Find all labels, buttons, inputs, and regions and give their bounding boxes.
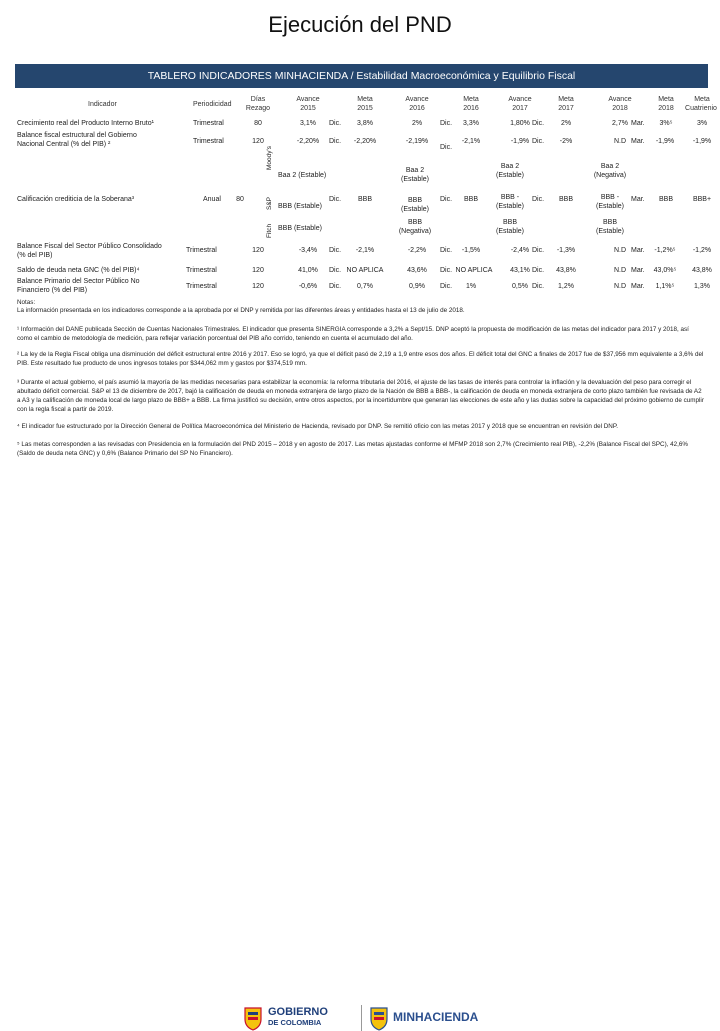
page-title: Ejecución del PND (268, 12, 452, 37)
header-avance-2015: Avance (296, 96, 320, 103)
cell-sp-2018: BBB - (600, 194, 620, 201)
header-indicador: Indicador (88, 101, 117, 108)
cell-meta-2017: 43,8% (556, 267, 576, 274)
cell-sp-2018-outlook: (Estable) (595, 203, 624, 210)
cell-fitch-2017-outlook: (Estable) (495, 228, 524, 235)
cell-period-2017: Dic. (532, 247, 545, 254)
header-meta-2018-year: 2018 (658, 105, 674, 112)
cell-period-2018: Mar. (631, 283, 645, 290)
cell-periodicidad: Trimestral (186, 283, 217, 290)
cell-sp-2016: BBB (407, 197, 422, 204)
cell-avance-2015: -0,6% (298, 283, 318, 290)
cell-period-2018: Mar. (631, 120, 645, 127)
row-name-2: Financiero (% del PIB) (17, 287, 88, 294)
cell-avance-2016: -2,2% (407, 247, 427, 254)
row-name: Saldo de deuda neta GNC (% del PIB)⁴ (17, 267, 140, 274)
notes-intro: La información presentada en los indicadores corresponde a la aprobada por el DNP y remitida por las diferentes áreas y entidades hasta el 13 de julio de 2018. (17, 307, 465, 314)
cell-avance-2017: -1,9% (510, 138, 530, 145)
cell-sp-meta-2018: BBB (658, 196, 673, 203)
cell-period-2017: Dic. (532, 267, 545, 274)
cell-sp-meta-2015: BBB (357, 196, 372, 203)
cell-avance-2018: N.D (613, 138, 627, 145)
cell-avance-2015: -2,20% (296, 138, 320, 145)
cell-avance-2016: 0,9% (409, 283, 425, 290)
note-3: ³ Durante el actual gobierno, el país asumió la mayoría de las medidas necesarias para estabilizar la economía: la reforma tributaria del 2016, el ajuste de las tasas de interés para controlar la inflación y la devaluación del peso para corregir el abultado déficit comercial. S&P el 13 de diciembre de 2017, bajó la calificación de deuda en moneda extranjera de largo plazo de la Nación de BBB a BBB-, la calificación de deuda en moneda extranjera de corto plazo también fue revisada de A2 a A3 y la calificación de moneda local de largo plazo de BBB+ a BBB. La firma justificó su decisión, entre otros aspectos, por la incertidumbre que generan las elecciones de este año y las dudas sobre la capacidad del próximo gobierno de cumplir con la regla fiscal a partir de 2019. (17, 379, 704, 413)
cell-avance-2015: 41,0% (298, 267, 318, 274)
gobierno-text: GOBIERNO (268, 1006, 328, 1018)
header-meta-2016: Meta (463, 96, 479, 103)
cell-rezago: 80 (236, 196, 244, 203)
header-meta-cuatrienio: Meta (694, 96, 710, 103)
cell-meta-2018: -1,9% (655, 138, 675, 145)
cell-sp-period-2016: Dic. (440, 196, 453, 203)
cell-sp-period-2017: Dic. (532, 196, 545, 203)
cell-rezago: 120 (252, 267, 264, 274)
cell-meta-2018: 1,1%⁵ (655, 283, 675, 290)
colombia-crest-icon (243, 1005, 263, 1031)
header-rezago: Rezago (245, 105, 271, 112)
header-avance-2017: Avance (508, 96, 532, 103)
cell-sp-2015: BBB (Estable) (278, 203, 322, 210)
header-meta-cuatrienio-2: Cuatrienio (685, 105, 717, 112)
cell-period-2015: Dic. (329, 138, 342, 145)
cell-rezago: 120 (252, 138, 264, 145)
dashboard-banner: TABLERO INDICADORES MINHACIENDA / Estabilidad Macroeconómica y Equilibrio Fiscal (15, 64, 708, 88)
header-avance-2018-year: 2018 (612, 105, 628, 112)
cell-fitch-2018: BBB (602, 219, 617, 226)
header-meta-2017: Meta (558, 96, 574, 103)
cell-fitch-2015: BBB (Estable) (278, 225, 322, 232)
cell-periodicidad: Trimestral (193, 138, 224, 145)
cell-period-2016: Dic. (440, 144, 453, 151)
cell-meta-cuatrienio: 43,8% (692, 267, 712, 274)
header-meta-2017-year: 2017 (558, 105, 574, 112)
cell-meta-cuatrienio: 1,3% (694, 283, 710, 290)
note-2: ² La ley de la Regla Fiscal obliga una disminución del déficit estructural entre 2016 y 2017. Eso se logró, ya que el déficit pasó de 2,19 a 1,9 entre esos dos años. El déficit total del GNC a finales de 2017 fue de $37,956 mm equivalente a 3,6% del PIB. Este resultado fue producto de unos ingresos totales por $344,062 mm y gastos por $374,519 mm. (17, 351, 704, 367)
cell-avance-2018: N.D (613, 283, 627, 290)
row-name: Balance Primario del Sector Público No (17, 278, 140, 285)
cell-period-2015: Dic. (329, 247, 342, 254)
row-name-2: Nacional Central (% del PIB) ² (17, 141, 111, 148)
cell-meta-2015: 3,8% (357, 120, 373, 127)
cell-periodicidad: Trimestral (186, 247, 217, 254)
cell-moodys-2016: Baa 2 (405, 167, 425, 174)
cell-sp-2017-outlook: (Estable) (495, 203, 524, 210)
cell-rezago: 120 (252, 247, 264, 254)
cell-sp-period-2018: Mar. (631, 196, 645, 203)
cell-fitch-2018-outlook: (Estable) (595, 228, 624, 235)
cell-sp-period-2015: Dic. (329, 196, 342, 203)
notes-label: Notas: (17, 299, 36, 306)
cell-moodys-2017: Baa 2 (500, 163, 520, 170)
footer-divider (361, 1005, 362, 1031)
note-5: ⁵ Las metas corresponden a las revisadas con Presidencia en la formulación del PND 2015 – 2018 y en agosto de 2017. Las metas ajustadas conforme el MFMP 2018 son 2,7% (Crecimiento real PIB), -2,2% (Balance Fiscal del SPC), 42,6% (Saldo de deuda neta GNC) y 0,6% (Balance Primario del SP No Financiero). (17, 441, 689, 457)
cell-moodys-2017-outlook: (Estable) (495, 172, 524, 179)
cell-period-2018: Mar. (631, 267, 645, 274)
cell-avance-2018: 2,7% (612, 120, 628, 127)
cell-sp-2017: BBB - (500, 194, 520, 201)
cell-meta-2016: -2,1% (461, 138, 481, 145)
row-name: Crecimiento real del Producto Interno Bruto¹ (17, 120, 154, 127)
header-avance-2015-year: 2015 (300, 105, 316, 112)
cell-period-2015: Dic. (329, 283, 342, 290)
cell-period-2017: Dic. (532, 283, 545, 290)
minhacienda-crest-icon (369, 1005, 389, 1031)
cell-avance-2017: -2,4% (510, 247, 530, 254)
header-avance-2016-year: 2016 (409, 105, 425, 112)
cell-moodys-2016-outlook: (Estable) (400, 176, 429, 183)
cell-period-2016: Dic. (440, 247, 453, 254)
cell-sp-meta-cuatrienio: BBB+ (692, 196, 712, 203)
cell-sp-2016-outlook: (Estable) (400, 206, 429, 213)
cell-meta-2016: 1% (465, 283, 477, 290)
cell-meta-2015: 0,7% (357, 283, 373, 290)
row-name: Calificación crediticia de la Soberana³ (17, 196, 135, 203)
cell-meta-2018: -1,2%⁵ (654, 247, 676, 254)
cell-meta-2015: NO APLICA (346, 267, 384, 274)
cell-period-2016: Dic. (440, 267, 453, 274)
header-avance-2018: Avance (608, 96, 632, 103)
header-avance-2017-year: 2017 (512, 105, 528, 112)
cell-meta-2017: -2% (559, 138, 573, 145)
row-name: Balance fiscal estructural del Gobierno (17, 132, 137, 139)
cell-rezago: 120 (252, 283, 264, 290)
cell-meta-2016: -1,5% (461, 247, 481, 254)
cell-meta-2017: 2% (560, 120, 572, 127)
note-1: ¹ Información del DANE publicada Sección de Cuentas Nacionales Trimestrales. El indicador que presenta SINERGIA corresponde a 3,2% a Sept/15. DNP aceptó la propuesta de modificación de las metas del indicador para 2017 y 2018, así como el cambio de metodología de medición, para reflejar variación porcentual del PIB año corrido, teniendo en cuenta el acumulado del año. (17, 326, 689, 342)
cell-period-2015: Dic. (329, 120, 342, 127)
row-name: Balance Fiscal del Sector Público Consolidado (17, 243, 162, 250)
cell-avance-2017: 1,80% (510, 120, 530, 127)
minhacienda-text: MINHACIENDA (393, 1010, 479, 1024)
header-meta-2015-year: 2015 (357, 105, 373, 112)
cell-avance-2016: -2,19% (405, 138, 429, 145)
cell-period-2015: Dic. (329, 267, 342, 274)
cell-meta-cuatrienio: 3% (696, 120, 708, 127)
cell-meta-cuatrienio: -1,2% (692, 247, 712, 254)
cell-meta-2016: 3,3% (463, 120, 479, 127)
cell-moodys-2018: Baa 2 (600, 163, 620, 170)
header-avance-2016: Avance (405, 96, 429, 103)
cell-meta-2016: NO APLICA (455, 267, 493, 274)
cell-meta-2018: 3%⁵ (659, 120, 673, 127)
cell-avance-2018: N.D (613, 267, 627, 274)
agency-sp-label: S&P (266, 196, 273, 210)
de-colombia-text: DE COLOMBIA (268, 1018, 322, 1027)
cell-avance-2017: 43,1% (510, 267, 530, 274)
header-meta-2016-year: 2016 (463, 105, 479, 112)
row-name-2: (% del PIB) (17, 252, 53, 259)
cell-fitch-2016: BBB (407, 219, 422, 226)
cell-meta-2018: 43,0%⁵ (653, 267, 677, 274)
cell-meta-2015: -2,20% (353, 138, 377, 145)
cell-meta-cuatrienio: -1,9% (692, 138, 712, 145)
cell-period-2016: Dic. (440, 120, 453, 127)
cell-rezago: 80 (254, 120, 262, 127)
cell-fitch-2016-outlook: (Negativa) (398, 228, 432, 235)
cell-meta-2017: -1,3% (556, 247, 576, 254)
cell-periodicidad: Trimestral (186, 267, 217, 274)
header-meta-2015: Meta (357, 96, 373, 103)
cell-periodicidad: Anual (203, 196, 221, 203)
cell-sp-meta-2016: BBB (463, 196, 478, 203)
cell-sp-meta-2017: BBB (558, 196, 573, 203)
cell-meta-2015: -2,1% (355, 247, 375, 254)
header-meta-2018: Meta (658, 96, 674, 103)
cell-meta-2017: 1,2% (558, 283, 574, 290)
cell-avance-2015: 3,1% (300, 120, 316, 127)
cell-period-2018: Mar. (631, 138, 645, 145)
cell-avance-2015: -3,4% (298, 247, 318, 254)
cell-fitch-2017: BBB (502, 219, 517, 226)
cell-periodicidad: Trimestral (193, 120, 224, 127)
note-4: ⁴ El indicador fue estructurado por la Dirección General de Política Macroeconómica del Ministerio de Hacienda, revisado por DNP. Se remitió oficio con las metas 2017 y 2018 que se encuentran en revisión del DNP. (17, 423, 618, 430)
header-periodicidad: Periodicidad (193, 101, 232, 108)
agency-fitch-label: Fitch (266, 223, 273, 238)
cell-avance-2018: N.D (613, 247, 627, 254)
cell-avance-2016: 43,6% (407, 267, 427, 274)
cell-period-2017: Dic. (532, 138, 545, 145)
cell-avance-2016: 2% (411, 120, 423, 127)
cell-avance-2017: 0,5% (512, 283, 528, 290)
cell-period-2018: Mar. (631, 247, 645, 254)
header-dias: Días (250, 96, 266, 103)
footer (0, 500, 720, 1027)
cell-moodys-2015: Baa 2 (Estable) (278, 172, 327, 179)
cell-period-2016: Dic. (440, 283, 453, 290)
agency-moodys-label: Moody's (266, 145, 273, 170)
cell-period-2017: Dic. (532, 120, 545, 127)
cell-moodys-2018-outlook: (Negativa) (593, 172, 627, 179)
